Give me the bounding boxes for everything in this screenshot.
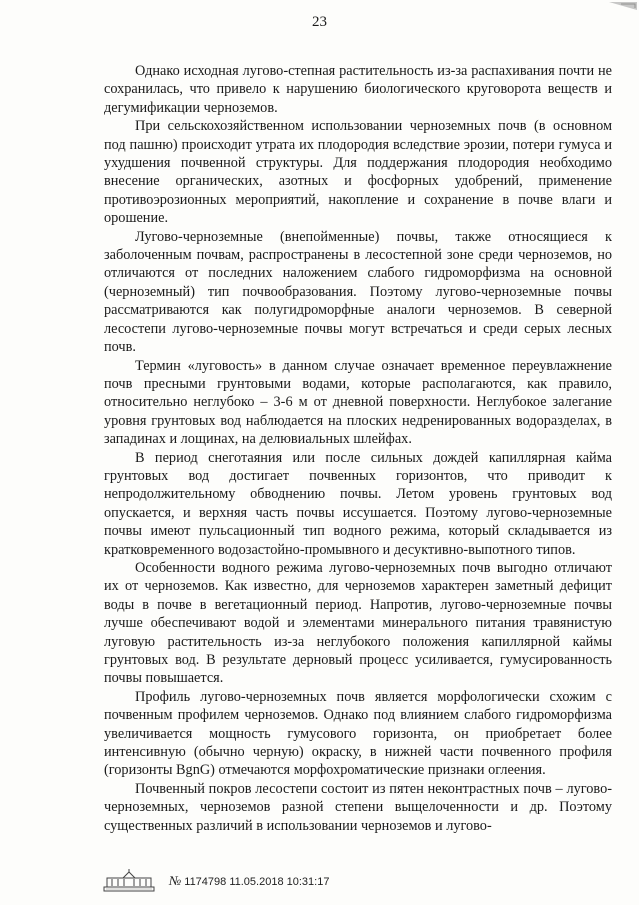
paragraph: В период снеготаяния или после сильных дождей капиллярная кайма грунтовых вод достигает почвенных горизонтов, что приводит к непродолжительному обводнению почвы. Летом уровень грунтовых вод опускается, и верхняя часть почвы иссушается. Поэтому лугово-черноземные почвы имеют пульсационный тип водного режима, который складывается из кратковременного водозастойно-промывного и десуктивно-выпотного типов. bbox=[104, 449, 612, 558]
registration-number-datetime: 1174798 11.05.2018 10:31:17 bbox=[184, 876, 330, 888]
paragraph: Однако исходная лугово-степная растительность из-за распахивания почти не сохранилась, что привело к нарушению биологического круговорота веществ и дегумификации черноземов. bbox=[104, 63, 612, 116]
paragraph: Лугово-черноземные (внепойменные) почвы, также относящиеся к заболоченным почвам, распространены в лесостепной зоне среди черноземов, но отличаются от последних наложением слабого гидроморфизма на основной (черноземный) тип почвообразования. Поэтому лугово-черноземные почвы рассматриваются как полугидроморфные аналоги черноземов. В северной лесостепи лугово-черноземные почвы могут встречаться и среди серых лесных почв. bbox=[104, 228, 612, 356]
body-text bbox=[104, 62, 612, 835]
paragraph: Особенности водного режима лугово-черноземных почв выгодно отличают их от черноземов. Как известно, для черноземов характерен заметный дефицит воды в почве в вегетационный период. Напротив, лугово-черноземные почвы лучше обеспечивают водой и элементами минерального питания травянистую луговую растительность из-за неглубокого положения капиллярной каймы грунтовых вод. В результате дерновый процесс усиливается, гумусированность почвы повышается. bbox=[104, 559, 612, 687]
footer bbox=[103, 866, 329, 892]
government-building-logo-icon bbox=[103, 868, 155, 892]
corner-scan-mark-icon bbox=[599, 0, 639, 30]
paragraph: Почвенный покров лесостепи состоит из пятен неконтрастных почв – лугово-черноземных, черноземов разной степени выщелоченности и др. Поэтому существенных различий в использовании черноземов и лугово- bbox=[104, 780, 612, 834]
page-number: 23 bbox=[312, 14, 327, 30]
paragraph: Термин «луговость» в данном случае означает временное переувлажнение почв пресными грунтовыми водами, которые располагаются, как правило, относительно неглубоко – 3-6 м от дневной поверхности. Неглубокое залегание уровня грунтовых вод наблюдается на плоских недренированных водоразделах, в западинах и лощинах, на делювиальных шлейфах. bbox=[104, 357, 612, 448]
number-sign: № bbox=[169, 873, 182, 888]
paragraph: Профиль лугово-черноземных почв является морфологически схожим с почвенным профилем черноземов. Однако под влиянием слабого гидроморфизма увеличивается мощность гумусового горизонта, он приобретает более интенсивную (обычно черную) окраску, в нижней части почвенного профиля (горизонты BgnG) отмечаются морфохроматические признаки оглеения. bbox=[104, 688, 612, 779]
registration-stamp bbox=[169, 874, 329, 892]
paragraph: При сельскохозяйственном использовании черноземных почв (в основном под пашню) происходит утрата их плодородия вследствие эрозии, потери гумуса и ухудшения почвенной структуры. Для поддержания плодородия необходимо внесение органических, азотных и фосфорных удобрений, применение противоэрозионных мероприятий, накопление и сохранение в почве влаги и орошение. bbox=[104, 118, 612, 227]
